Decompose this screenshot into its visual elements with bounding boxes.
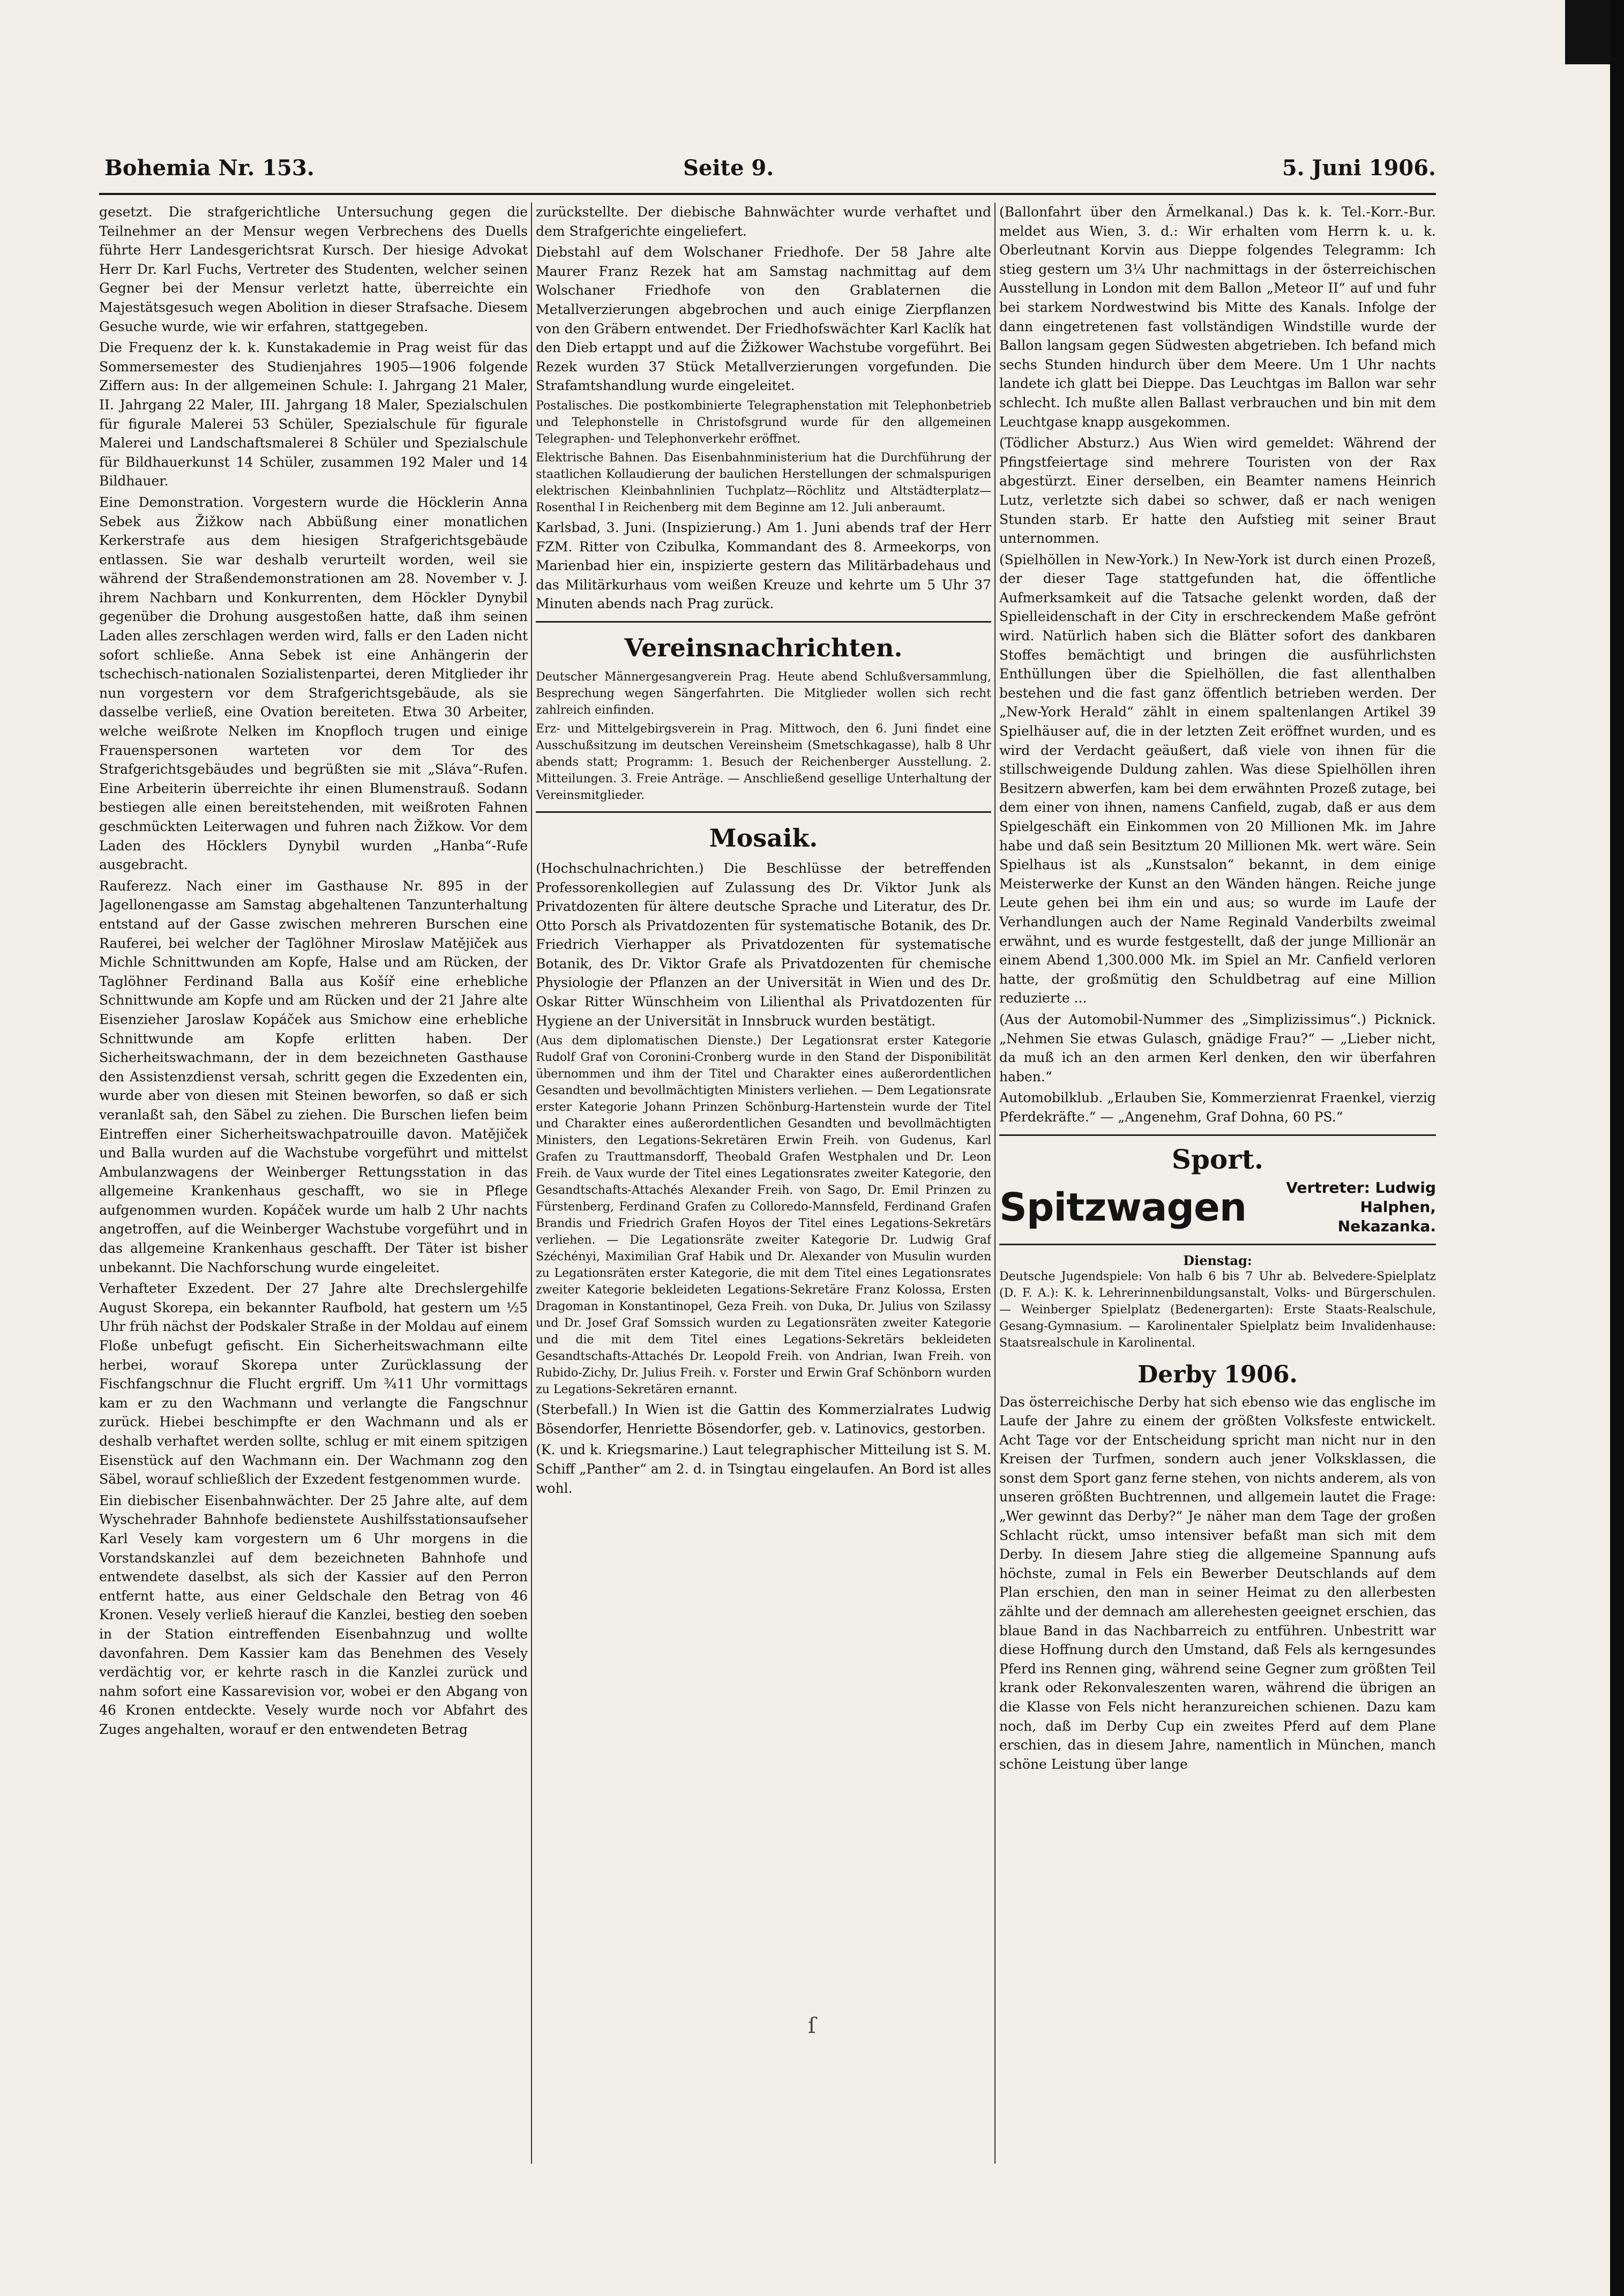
representative-name: Vertreter: Ludwig Halphen,	[1286, 1178, 1436, 1216]
page-header	[99, 150, 1436, 188]
section-rule	[536, 621, 991, 623]
section-heading-mosaik: Mosaik.	[709, 823, 818, 852]
column-3	[999, 203, 1436, 2164]
spitzwagen-title: Spitzwagen	[999, 1184, 1247, 1230]
dienstag-heading: Dienstag:	[1183, 1252, 1252, 1268]
newspaper-page	[99, 150, 1436, 2181]
article: (Hochschulnachrichten.) Die Beschlüsse der betreffenden Professorenkollegien auf Zulassung des Dr. Viktor Junk als Privatdozenten für ältere deutsche Sprache und Literatur, des Dr. Otto Porsch als Privatdozenten für systematische Botanik, des Dr. Friedrich Vierhapper als Privatdozenten für systematische Botanik, des Dr. Viktor Grafe als Privatdozenten für chemische Physiologie der Pflanzen an der Universität in Wien und des Dr. Oskar Ritter Wünschheim von Lilienthal als Privatdozenten für Hygiene an der Universität in Innsbruck wurden bestätigt.	[536, 860, 991, 1029]
header-page-number: Seite 9.	[683, 155, 774, 181]
article: gesetzt. Die strafgerichtliche Untersuchung gegen die Teilnehmer an der Mensur wegen Verbrechens des Duells führte Herr Landesgerichtsrat Kursch. Der hiesige Advokat Herr Dr. Karl Fuchs, Vertreter des Studenten, welcher seinen Gegner bei der Mensur verletzt hatte, überreichte ein Majestätsgesuch wegen Abolition in dieser Strafsache. Diesem Gesuche wurde, wie wir erfahren, stattgegeben.	[99, 204, 528, 334]
article: (Ballonfahrt über den Ärmelkanal.) Das k. k. Tel.-Korr.-Bur. meldet aus Wien, 3. d.: Wir erhalten vom Herrn k. u. k. Oberleutnant Korvin aus Dieppe folgendes Telegramm: Ich stieg gestern um 3¼ Uhr nachmittags in der österreichischen Ausstellung in London mit dem Ballon „Meteor II“ auf und fuhr bei starkem Nordwestwind bis Mitte des Kanals. Infolge der dann eingetretenen fast vollständigen Windstille wurde der Ballon langsam gegen Südwesten abgetrieben. Ich befand mich sechs Stunden hindurch über dem Meere. Um 1 Uhr nachts landete ich glatt bei Dieppe. Das Leuchtgas im Ballon war sehr schlecht. Ich mußte allen Ballast verbrauchen und bin mit dem Leuchtgase knapp ausgekommen.	[999, 204, 1436, 430]
header-date: 5. Juni 1906.	[1282, 155, 1436, 181]
column-divider	[994, 203, 996, 2164]
section-heading-vereinsnachrichten: Vereinsnachrichten.	[624, 633, 903, 662]
article: (Aus dem diplomatischen Dienste.) Der Legationsrat erster Kategorie Rudolf Graf von Coronini-Cronberg wurde in den Stand der Disponibilität übernommen und ihm der Titel und Charakter eines außerordentlichen Gesandten und bevollmächtigten Ministers verliehen. — Dem Legationsrate erster Kategorie Johann Prinzen Schönburg-Hartenstein wurde der Titel und Charakter eines außerordentlichen Gesandten und bevollmächtigten Ministers, den Legations-Sekretären Erwin Freih. von Gudenus, Karl Grafen zu Trauttmansdorff, Theobald Grafen Westphalen und Dr. Leon Freih. de Vaux wurde der Titel eines Legationsrates zweiter Kategorie, den Gesandtschafts-Attachés Alexander Freih. von Sago, Dr. Emil Prinzen zu Fürstenberg, Ferdinand Grafen zu Colloredo-Mannsfeld, Ferdinand Grafen Brandis und Friedrich Grafen Hoyos der Titel eines Legations-Sekretärs verliehen. — Die Legationsräte zweiter Kategorie Dr. Ludwig Graf Széchényi, Maximilian Graf Habik und Dr. Alexander von Musulin wurden zu Legationsräten erster Kategorie, die mit dem Titel eines Legationsrates zweiter Kategorie bekleideten Legations-Sekretäre Franz Kolossa, Ersten Dragoman in Konstantinopel, Geza Freih. von Duka, Dr. Julius von Szilassy und Dr. Josef Graf Somssich wurden zu Legationsräten zweiter Kategorie und die mit dem Titel eines Legations-Sekretärs bekleideten Gesandtschafts-Attachés Dr. Leopold Freih. von Andrian, Iwan Freih. von Rubido-Zichy, Dr. Julius Freih. v. Forster und Erwin Graf Schönborn wurden zu Legations-Sekretären ernannt.	[536, 1034, 991, 1397]
header-rule	[99, 193, 1436, 195]
column-1	[99, 203, 528, 2164]
article: (Sterbefall.) In Wien ist die Gattin des Kommerzialrates Ludwig Bösendorfer, Henriette Bösendorfer, geb. v. Latinovics, gestorben.	[536, 1402, 991, 1437]
section-rule	[999, 1134, 1436, 1136]
article: (Aus der Automobil-Nummer des „Simplizissimus“.) Picknick. „Nehmen Sie etwas Gulasch, gnädige Frau?“ — „Lieber nicht, da muß ich an den armen Kerl denken, den wir überfahren haben.“	[999, 1011, 1436, 1085]
article: Postalisches. Die postkombinierte Telegraphenstation mit Telephonbetrieb und Telephonstelle in Christofsgrund wurde für den allgemeinen Telegraphen- und Telephonverkehr eröffnet.	[536, 399, 991, 446]
derby-heading: Derby 1906.	[1137, 1360, 1298, 1388]
article: Deutscher Männergesangverein Prag. Heute abend Schlußversammlung, Besprechung wegen Sängerfahrten. Die Mitglieder wollen sich recht zahlreich einfinden.	[536, 670, 991, 717]
article: Elektrische Bahnen. Das Eisenbahnministerium hat die Durchführung der staatlichen Kollaudierung der baulichen Herstellungen der schmalspurigen elektrischen Kleinbahnlinien Tuchplatz—Röchlitz und Altstädterplatz—Rosenthal I in Reichenberg mit dem Beginne am 12. Juli anberaumt.	[536, 451, 991, 514]
article: (Tödlicher Absturz.) Aus Wien wird gemeldet: Während der Pfingstfeiertage sind mehrere Touristen von der Rax abgestürzt. Einer derselben, ein Beamter namens Heinrich Lutz, verletzte sich dabei so schwer, daß er nach wenigen Stunden starb. Er hatte den Aufstieg mit seiner Braut unternommen.	[999, 435, 1436, 547]
article: Verhafteter Exzedent. Der 27 Jahre alte Drechslergehilfe August Skorepa, ein bekannter Raufbold, hat gestern um ½5 Uhr früh nächst der Podskaler Straße in der Moldau auf einem Floße unbefugt gefischt. Ein Sicherheitswachmann eilte herbei, worauf Skorepa unter Zurücklassung der Fischfangschnur die Flucht ergriff. Um ¾11 Uhr vormittags kam er zu den Wachmann und verlangte die Fangschnur zurück. Hiebei beschimpfte er den Wachmann und als er deshalb verhaftet werden sollte, schlug er mit einem spitzigen Eisenstück auf den Wachmann ein. Der Wachmann zog den Säbel, worauf schließlich der Exzedent festgenommen wurde.	[99, 1281, 528, 1487]
column-2	[536, 203, 991, 2164]
section-rule	[536, 811, 991, 813]
article: Das österreichische Derby hat sich ebenso wie das englische im Laufe der Jahre zu einem der größten Volksfeste entwickelt. Acht Tage vor der Entscheidung spricht man nicht nur in den Kreisen der Turfmen, sondern auch jener Volksklassen, die sonst dem Sport ganz ferne stehen, von nichts anderem, als von unseren größten Buchtrennen, und allgemein lautet die Frage: „Wer gewinnt das Derby?“ Je näher man dem Tage der großen Schlacht rückt, umso intensiver befaßt man sich mit dem Derby. In diesem Jahre stieg die allgemeine Spannung aufs höchste, zumal in Fels ein Bewerber Deutschlands auf dem Plan erschien, den man in seiner Heimat zu den allerbesten zählte und der demnach am allerehesten geeignet erschien, das blaue Band in das Nachbarreich zu entführen. Unbestritt war diese Hoffnung durch den Umstand, daß Fels als kerngesundes Pferd ins Rennen ging, während seine Gegner zum größten Teil krank oder Rekonvaleszenten waren, während die übrigen an die Klasse von Fels nicht heranzureichen schienen. Dazu kam noch, daß im Derby Cup ein zweites Pferd auf dem Plane erschien, das in diesem Jahre, namentlich in München, manch schöne Leistung über lange	[999, 1394, 1436, 1772]
article: Ein diebischer Eisenbahnwächter. Der 25 Jahre alte, auf dem Wyschehrader Bahnhofe bedienstete Aushilfsstationsaufseher Karl Vesely kam vorgestern um 6 Uhr morgens in die Vorstandskanzlei auf dem bezeichneten Bahnhofe und entwendete daselbst, als sich der Kassier auf den Perron entfernt hatte, aus einer Geldschale den Betrag von 46 Kronen. Vesely verließ hierauf die Kanzlei, bestieg den soeben in der Station eintreffenden Eisenbahnzug und wollte davonfahren. Dem Kassier kam das Benehmen des Vesely verdächtig vor, er kehrte rasch in die Kanzlei zurück und nahm sofort eine Kassarevision vor, wobei er den Abgang von 46 Kronen entdeckte. Vesely wurde noch vor Abfahrt des Zuges angehalten, worauf er den entwendeten Betrag	[99, 1492, 528, 1737]
article: Rauferezz. Nach einer im Gasthause Nr. 895 in der Jagellonengasse am Samstag abgehaltenen Tanzunterhaltung entstand auf der Gasse zwischen mehreren Burschen eine Rauferei, bei welcher der Taglöhner Miroslaw Matějiček aus Michle Schnittwunden am Kopfe, Halse und am Rücken, der Taglöhner Ferdinand Balla aus Košíř eine erhebliche Schnittwunde am Kopfe und am Rücken und der 21 Jahre alte Eisenzieher Jaroslaw Kopáček aus Smichow eine erhebliche Schnittwunde am Kopfe erlitten haben. Der Sicherheitswachmann, der in dem bezeichneten Gasthause den Assistenzdienst versah, schritt gegen die Exzedenten ein, wurde aber von diesen mit Steinen beworfen, so daß er sich veranlaßt sah, den Säbel zu ziehen. Die Burschen liefen beim Eintreffen einer Sicherheitswachpatrouille davon. Matějiček und Balla wurden auf die Wachstube vorgeführt und mittelst Ambulanzwagens der Weinberger Rettungsstation in das allgemeine Krankenhaus geschafft, wo sie in Pflege aufgenommen wurden. Kopáček wurde um halb 2 Uhr nachts angetroffen, auf die Weinberger Wachstube vorgeführt und in das allgemeine Krankenhaus geschafft. Der Täter ist bisher unbekannt. Die Nachforschung wurde eingeleitet.	[99, 878, 528, 1275]
article: Deutsche Jugendspiele: Von halb 6 bis 7 Uhr ab. Belvedere-Spielplatz (D. F. A.): K. k. Lehrerinnenbildungsanstalt, Volks- und Bürgerschulen. — Weinberger Spielplatz (Bedenergarten): Erste Staats-Realschule, Gesang-Gymnasium. — Karolinentaler Spielplatz beim Invalidenhause: Staatsrealschule in Karolinental.	[999, 1269, 1436, 1350]
scan-edge	[1610, 0, 1624, 2296]
representative-city: Nekazanka.	[1337, 1217, 1436, 1235]
spitzwagen-ad	[999, 1178, 1436, 1236]
article: Automobilklub. „Erlauben Sie, Kommerzienrat Fraenkel, vierzig Pferdekräfte.“ — „Angenehm, Graf Dohna, 60 PS.“	[999, 1090, 1436, 1125]
text-cursor-mark: ſ	[808, 2014, 816, 2038]
article: Diebstahl auf dem Wolschaner Friedhofe. Der 58 Jahre alte Maurer Franz Rezek hat am Samstag nachmittag auf dem Wolschaner Friedhofe von den Grablaternen die Metallverzierungen abgebrochen und auch einige Zierpflanzen von den Gräbern entwendet. Der Friedhofswächter Karl Kaclík hat den Dieb ertappt und auf die Žižkower Wachstube vorgeführt. Bei Rezek wurden 37 Stück Metallverzierungen vorgefunden. Die Strafamtshandlung wurde eingeleitet.	[536, 244, 991, 394]
article: Karlsbad, 3. Juni. (Inspizierung.) Am 1. Juni abends traf der Herr FZM. Ritter von Czibulka, Kommandant des 8. Armeekorps, von Marienbad hier ein, inspizierte gestern das Militärbadehaus und das Militärkurhaus vom weißen Kreuze und kehrte um 5 Uhr 37 Minuten abends nach Prag zurück.	[536, 519, 991, 612]
article: zurückstellte. Der diebische Bahnwächter wurde verhaftet und dem Strafgerichte eingeliefert.	[536, 204, 991, 239]
article: (K. und k. Kriegsmarine.) Laut telegraphischer Mitteilung ist S. M. Schiff „Panther“ am 2. d. in Tsingtau eingelaufen. An Bord ist alles wohl.	[536, 1442, 991, 1496]
article: Eine Demonstration. Vorgestern wurde die Höcklerin Anna Sebek aus Žižkow nach Abbüßung einer monatlichen Kerkerstrafe aus dem hiesigen Strafgerichtsgebäude entlassen. Sie war deshalb verurteilt worden, weil sie während der Straßendemonstrationen am 28. November v. J. ihrem Nachbarn und Konkurrenten, dem Höckler Dynybil gegenüber die Drohung ausgestoßen hatte, daß ihm seinen Laden alles zerschlagen werden wird, falls er den Laden nicht sofort schließe. Anna Sebek ist eine Anhängerin der tschechisch-nationalen Sozialistenpartei, deren Mitglieder ihr nun vorgestern vor dem Strafgerichtsgebäude, als sie dasselbe verließ, eine Ovation bereiteten. Etwa 30 Arbeiter, welche weißrote Nelken im Knopfloch trugen und einige Frauenspersonen warteten vor dem Tor des Strafgerichtsgebäudes und begrüßten sie mit „Sláva“-Rufen. Eine Arbeiterin überreichte ihr einen Blumenstrauß. Sodann bestiegen alle einen bereitstehenden, mit weißroten Fahnen geschmückten Leiterwagen und fuhren nach Žižkow. Vor dem Laden des Höcklers Dynybil wurden „Hanba“-Rufe ausgebracht.	[99, 494, 528, 873]
article: Die Frequenz der k. k. Kunstakademie in Prag weist für das Sommersemester des Studienjahres 1905—1906 folgende Ziffern aus: In der allgemeinen Schule: I. Jahrgang 21 Maler, II. Jahrgang 22 Maler, III. Jahrgang 18 Maler, Spezialschulen für figurale Malerei 53 Schüler, Spezialschule für figurale Malerei und Landschaftsmalerei 8 Schüler und Spezialschule für Bildhauerkunst 14 Schüler, zusammen 192 Maler und 14 Bildhauer.	[99, 340, 528, 489]
column-divider	[531, 203, 532, 2164]
header-issue: Bohemia Nr. 153.	[104, 155, 315, 181]
spitzwagen-representative	[1246, 1178, 1436, 1236]
section-heading-sport: Sport.	[1171, 1143, 1264, 1175]
section-rule	[999, 1244, 1436, 1245]
article: (Spielhöllen in New-York.) In New-York ist durch einen Prozeß, der dieser Tage stattgefunden hat, die öffentliche Aufmerksamkeit auf die Tatsache gelenkt worden, daß der Spielleidenschaft in der City in erschreckendem Maße gefrönt wird. Natürlich haben sich die Blätter sofort des dankbaren Stoffes bemächtigt und bringen die ausführlichsten Enthüllungen über die Spielhöllen, die fast allenthalben bestehen und die fast ganz öffentlich betrieben werden. Der „New-York Herald“ zählt in einem spaltenlangen Artikel 39 Spielhäuser auf, die in der letzten Zeit eröffnet wurden, und es wird der Verdacht geäußert, daß viele von ihnen für die stillschweigende Duldung zahlen. Was diese Spielhöllen ihren Besitzern abwerfen, kam bei dem erwähnten Prozeß zutage, bei dem einer von ihnen, namens Canfield, zugab, daß er aus dem Spielgeschäft ein Einkommen von 20 Millionen Mk. im Jahre habe und daß sein Besitztum 20 Millionen Mk. wert wäre. Sein Spielhaus ist als „Kunstsalon“ bekannt, in dem einige Meisterwerke der Kunst an den Wänden hängen. Reiche junge Leute gehen bei ihm ein und aus; so wurde im Laufe der Verhandlungen auch der Name Reginald Vanderbilts zweimal erwähnt, und es wurde festgestellt, daß der junge Millionär an einem Abend 1,300.000 Mk. im Spiel an Mr. Canfield verloren hatte, der großmütig den Schuldbetrag auf eine Million reduzierte ...	[999, 551, 1436, 1006]
article: Erz- und Mittelgebirgsverein in Prag. Mittwoch, den 6. Juni findet eine Ausschußsitzung im deutschen Vereinsheim (Smetschkagasse), halb 8 Uhr abends statt; Programm: 1. Besuch der Reichenberger Ausstellung. 2. Mitteilungen. 3. Freie Anträge. — Anschließend gesellige Unterhaltung der Vereinsmitglieder.	[536, 722, 991, 802]
